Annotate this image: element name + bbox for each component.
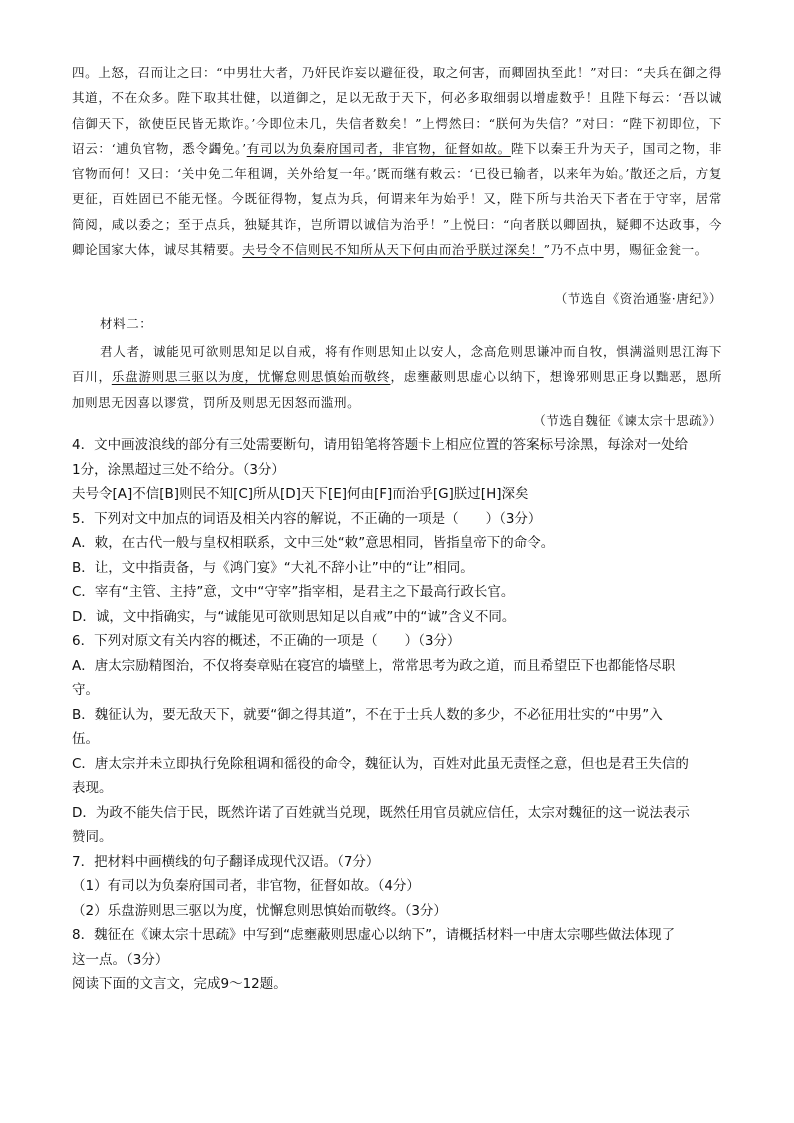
material-two-label: 材料二： [100, 316, 153, 331]
q5-option-d: D．诚，文中指确实，与“诚能见可欲则思知足以自戒”中的“诚”含义不同。 [72, 608, 516, 625]
q6-option-d-cont: 赞同。 [72, 829, 113, 845]
q5-option-a: A．敕，在古代一般与皇权相联系，文中三处“敕”意思相同，皆指皇帝下的命令。 [72, 535, 555, 551]
passage-text: 君人者，诚能见可欲则思知足以自戒，将有作则思知止以安人，念高危则思谦冲而自牧，惧满溢则思江海下百川， [72, 344, 722, 385]
q8-stem: 8．魏征在《谏太宗十思疏》中写到“虑壅蔽则思虚心以纳下”，请概括材料一中唐太宗哪些做法体现了 [72, 927, 676, 943]
next-section-instruction: 阅读下面的文言文，完成9～12题。 [72, 976, 287, 992]
underlined-sentence-1: 有司以为负秦府国司者，非官物，征督如故。 [246, 140, 511, 156]
passage-text: ，虑壅蔽则思虚心以纳下，想谗邪则思正身以黜恶，恩所加则思无因喜以谬赏，罚所及则思无因怒而滥刑。 [72, 369, 722, 410]
q4-stem-cont: 1分，涂黑超过三处不给分。（3分） [72, 461, 285, 478]
q4-options: 夫号令[A]不信[B]则民不知[C]所从[D]天下[E]何由[F]而治乎[G]朕过[H]深矣 [72, 486, 529, 502]
q6-option-a-cont: 守。 [72, 682, 99, 698]
q6-option-a: A．唐太宗励精图治，不仅将奏章贴在寝宫的墙壁上，常常思考为政之道，而且希望臣下也都能恪尽职 [72, 657, 676, 674]
underlined-sentence-2: 夫号令不信则民不知所从天下何由而治乎朕过深矣！ [242, 242, 544, 258]
q6-option-b-cont: 伍。 [72, 731, 99, 747]
material-one-source: （节选自《资治通鉴·唐纪》） [554, 291, 722, 306]
q6-stem: 6．下列对原文有关内容的概述，不正确的一项是（ ）（3分） [72, 633, 461, 649]
q6-option-d: D．为政不能失信于民，既然许诺了百姓就当兑现，既然任用官员就应信任，太宗对魏征的这一说法表示 [72, 804, 690, 821]
q7-item-2: （2）乐盘游则思三驱以为度，忧懈怠则思慎始而敬终。（3分） [72, 902, 447, 919]
q6-option-c: C．唐太宗并未立即执行免除租调和徭役的命令，魏征认为，百姓对此虽无责怪之意，但也是君王失信的 [72, 755, 689, 772]
q8-stem-cont: 这一点。（3分） [72, 951, 169, 968]
questions-section [72, 433, 724, 997]
q4-stem: 4．文中画波浪线的部分有三处需要断句，请用铅笔将答题卡上相应位置的答案标号涂黑，每涂对一处给 [72, 437, 689, 453]
material-two-source: （节选自魏征《谏太宗十思疏》） [533, 413, 722, 428]
underlined-sentence-3: 乐盘游则思三驱以为度，忧懈怠则思慎始而敬终 [111, 369, 391, 385]
q6-option-b: B．魏征认为，要无敌天下，就要“御之得其道”，不在于士兵人数的多少，不必征用壮实的“中男”入 [72, 706, 663, 723]
material-one-passage [72, 60, 722, 262]
passage-text: 陛下以秦王升为天子，国司之物，非官物而何！又曰：‘关中免二年租调，关外给复一年。’既而继有敕云：‘已役已输者，以来年为始。’散还之后，方复更征，百姓固已不能无怪。今既征得物，复点为兵，何谓来年为始乎！又，陛下所与共治天下者在于守宰，居常简阅，咸以委之；至于点兵，独疑其诈，岂所谓以诚信为治乎！”上悦曰：“向者朕以卿固执，疑卿不达政事，今卿论国家大体，诚尽其精要。 [72, 140, 722, 258]
q5-option-c: C．宰有“主管、主持”意，文中“守宰”指宰相，是君主之下最高行政长官。 [72, 584, 515, 600]
passage-text: ”乃不点中男，赐征金瓮一。 [543, 242, 708, 258]
q5-stem: 5．下列对文中加点的词语及相关内容的解说，不正确的一项是（ ）（3分） [72, 510, 542, 527]
material-two-passage [72, 339, 722, 415]
q7-item-1: （1）有司以为负秦府国司者，非官物，征督如故。（4分） [72, 878, 420, 894]
q6-option-c-cont: 表现。 [72, 780, 113, 796]
q5-option-b: B．让，文中指责备，与《鸿门宴》“大礼不辞小让”中的“让”相同。 [72, 559, 474, 576]
passage-text: 四。上怒，召而让之曰：“中男壮大者，乃奸民诈妄以避征役，取之何害，而卿固执至此！”对曰：“夫兵在御之得其道，不在众多。陛下取其壮健，以道御之，足以无敌于天下，何必多取细弱以增虚数乎！且陛下每云：‘吾以诚信御天下，欲使臣民皆无欺诈。’今即位未几，失信者数矣！”上愕然曰：“朕何为失信？”对曰：“陛下初即位，下诏云：‘逋负官物，悉令蠲免。’ [72, 65, 722, 156]
q7-stem: 7．把材料中画横线的句子翻译成现代汉语。（7分） [72, 853, 380, 870]
